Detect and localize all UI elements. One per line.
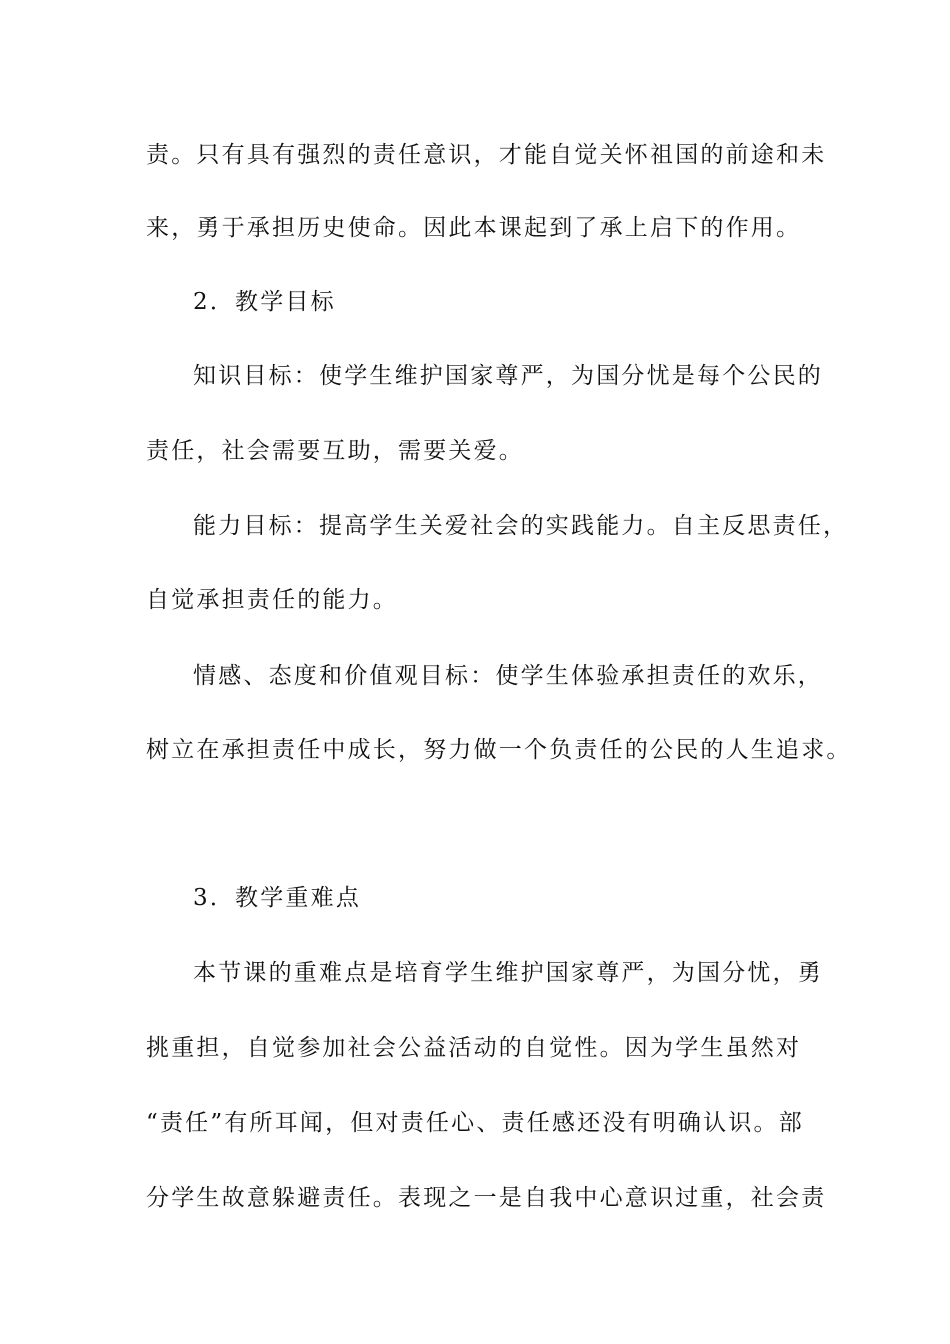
paragraph-line: 责任，社会需要互助，需要关爱。 <box>146 438 524 464</box>
paragraph-line: 责。只有具有强烈的责任意识，才能自觉关怀祖国的前途和未 <box>146 142 827 168</box>
paragraph-line: 树立在承担责任中成长，努力做一个负责任的公民的人生追求。 <box>146 737 852 763</box>
paragraph-line: 本节课的重难点是培育学生维护国家尊严，为国分忧，勇 <box>193 960 823 986</box>
paragraph-line: “责任”有所耳闻，但对责任心、责任感还没有明确认识。部 <box>146 1110 804 1136</box>
paragraph-line: 知识目标：使学生维护国家尊严，为国分忧是每个公民的 <box>193 363 823 389</box>
paragraph-line: 情感、态度和价值观目标：使学生体验承担责任的欢乐， <box>193 663 823 689</box>
section-heading: 3．教学重难点 <box>193 885 362 911</box>
paragraph-line: 能力目标：提高学生关爱社会的实践能力。自主反思责任， <box>193 513 849 539</box>
paragraph-line: 来，勇于承担历史使命。因此本课起到了承上启下的作用。 <box>146 215 802 241</box>
section-heading: 2．教学目标 <box>193 289 336 315</box>
paragraph-line: 自觉承担责任的能力。 <box>146 587 398 613</box>
paragraph-line: 挑重担，自觉参加社会公益活动的自觉性。因为学生虽然对 <box>146 1035 802 1061</box>
paragraph-line: 分学生故意躲避责任。表现之一是自我中心意识过重，社会责 <box>146 1185 827 1211</box>
